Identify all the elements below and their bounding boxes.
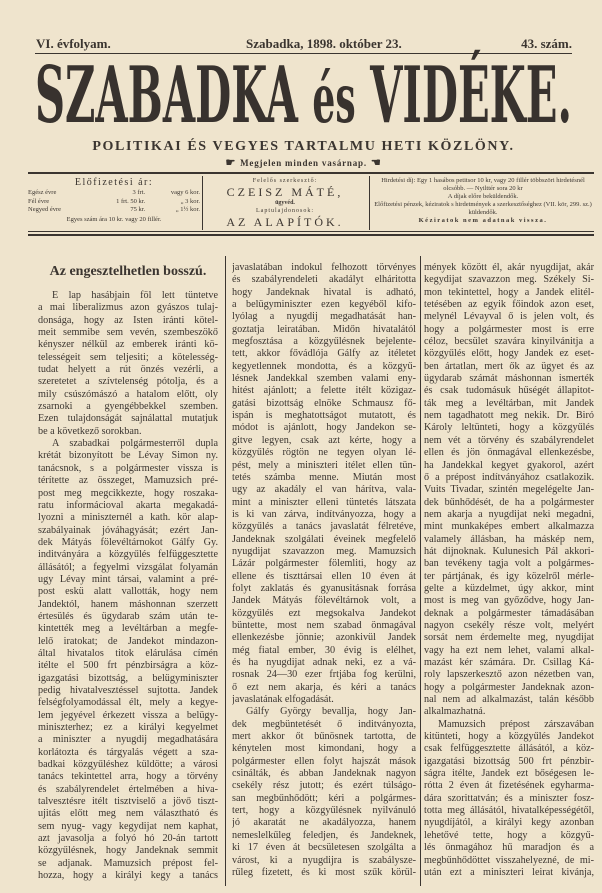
text-line: közgyűlés ezt megsokalva Jandekot <box>232 607 416 619</box>
text-line: hogy Jandeknak hivatal is adható, <box>232 286 416 298</box>
text-line: céloz, becsület szavára kinyilvánitja a <box>424 336 594 348</box>
text-line: sorsát nem érdemelte meg, nyugdijat <box>424 632 594 644</box>
text-line: kegydijat szavazzon meg. Székely Si- <box>424 274 594 286</box>
text-line: által hivatalos titok elárulása címén <box>38 647 218 659</box>
text-line: se adjanak. Mamuzsich prépost fel- <box>38 857 218 869</box>
text-line: rűleg fizetett, és ki most szűk körül- <box>232 866 416 878</box>
text-line: csinálták, és abban Jandeknak nagyon <box>232 768 416 780</box>
editor-label: Felelős szerkesztő: <box>252 178 318 184</box>
text-line: ügydarab számát máshonnan ismerték <box>424 373 594 385</box>
text-line: szeretetet a szívtelenség pótolja, és a <box>38 376 218 388</box>
pointing-hand-left-icon: ☚ <box>370 157 382 169</box>
text-line: nagyon csekély része volt, melyért <box>424 619 594 631</box>
text-line: felségfolyamodással élt, mely a kegye- <box>38 697 218 709</box>
owners-label: Laptulajdonosok: <box>256 208 314 214</box>
text-line: rosnak 24—30 ezer frtjába fog kerülni, <box>232 669 416 681</box>
period: Egész évre <box>28 189 57 196</box>
text-line: értesülés és ügydarab szám után te- <box>38 610 218 622</box>
text-line: be a következő sorokban. <box>38 425 142 437</box>
text-line: ugy Lévay mint társai, valamint a pré- <box>38 573 218 585</box>
text-line: térítette az összeget, Mamuzsich pré- <box>38 475 218 487</box>
text-line: a belügyminiszter ezen kegyéből kifo- <box>232 299 416 311</box>
table-row <box>28 189 200 198</box>
text-line: mily csúszómászó a hatalom előtt, oly <box>38 388 218 400</box>
column-rule <box>420 256 421 886</box>
text-line: inditványára a közgyűlés felfüggesztette <box>38 549 218 561</box>
text-line: post meg megcikkezte, hogy roszaka- <box>38 487 218 499</box>
text-line: ban tevékeny tagja volt a polgármes- <box>424 558 594 570</box>
text-line: hozza, hogy a királyi kegy a tanács <box>38 870 218 882</box>
text-line: san megbűnhődött; kéri a polgármes- <box>232 792 416 804</box>
text-line: goztatja leiratában. Midőn hivatalától <box>232 323 416 335</box>
ad-prepay: A díjak előre beküldendők. <box>447 193 519 200</box>
text-line: gatási bizottság elnöke Schmausz fő- <box>232 397 416 409</box>
text-line: krétát bizonyított be Lévay Simon ny. <box>38 450 218 462</box>
text-line: mint munkaképes embert alkalmazza <box>424 521 594 533</box>
text-line: zsarnoki a gyengébbekkel szemben. <box>38 401 218 413</box>
text-line: tert, hogy a közgyűlésnek nyilvánuló <box>232 805 416 817</box>
text-line: ságra itélte, Jandek ezt bőségesen le- <box>424 768 594 780</box>
text-line: dek bűnhődését, de ha a polgármester <box>424 496 594 508</box>
text-line: mert akkor őt bűnösnek tartotta, de <box>232 731 416 743</box>
text-line: meit semmibe sem vevén, szembeszökő <box>38 327 218 339</box>
text-line: ellene és tiszttársai ellen 10 éven át <box>232 570 416 582</box>
column-rule <box>225 256 226 886</box>
text-line: a miniszter a nyugdij megadhatására <box>38 734 218 746</box>
ad-rates: Hirdetési díj: Egy 1 hasábos petitsor 10 kr, vagy 20 fillér többszöri hirdetésnél olcsóbb. — Nyilttér sora 20 kr <box>381 177 585 192</box>
text-line: Jandeknak szolgálati éveinek megfelelő <box>232 533 416 545</box>
text-line: nem akarja a nyugdijat neki megadni, <box>424 508 594 520</box>
text-line: megbűnhődöttet visszahelyezné, de mi- <box>424 854 594 866</box>
text-line: még fiatal ember, 30 évig is elélhet, <box>232 644 416 656</box>
text-line: megfosztása a közgyűlésnek bejelente- <box>232 336 416 348</box>
text-line: dára szorittatván; és a miniszter fosz- <box>424 792 594 804</box>
subscription-table <box>28 189 200 215</box>
text-line: várost, ki a nyugdijra is szabálysze- <box>232 854 416 866</box>
subtitle: POLITIKAI ÉS VEGYES TARTALMU HETI KÖZLÖNY. <box>92 139 515 154</box>
text-line: mények között él, akár nyugdijat, akár <box>424 262 594 273</box>
text-line: tetés számba menne. Miután most <box>232 471 416 483</box>
text-line: hogy a polgármester Jandeknak azon- <box>424 681 594 693</box>
text-line: Károly leltünteti, hogy a közgyűlés <box>424 422 594 434</box>
masthead <box>35 50 572 142</box>
text-line: ták meg a levéltárban, mit Jandek <box>424 397 594 409</box>
table-row <box>28 198 200 207</box>
text-line: lelő iratokat; de Jandekot mindazon- <box>38 635 218 647</box>
period: Negyed évre <box>28 206 62 213</box>
text-line: roly lapszerkesztő azon nézetben van, <box>424 669 594 681</box>
text-line: ujitás előtt meg nem választható és <box>38 808 218 820</box>
text-line: kintették meg a levéltárban a megfe- <box>38 623 218 635</box>
period: Fél évre <box>28 197 50 205</box>
text-line: Jandektól, hanem máshonnan szerzett <box>38 598 218 610</box>
owners: AZ ALAPÍTÓK. <box>226 215 344 229</box>
text-line: ha Jandekkal kegyet gyakorol, azért <box>424 459 594 471</box>
text-line: ugy az akadály el van hárítva, vala- <box>232 484 416 496</box>
table-row <box>28 206 200 215</box>
text-line: hitést ajánlott; a felette itélt közigaz- <box>232 385 416 397</box>
single-copy-price: Egyes szám ára 10 kr. vagy 20 fillér. <box>66 215 162 223</box>
divider <box>369 176 370 230</box>
text-line: csak felfüggesztette állásától, a köz- <box>424 743 594 755</box>
text-line: sem nyug- vagy kegydijat nem kaphat, <box>38 820 218 832</box>
issue-number: 43. szám. <box>521 36 572 51</box>
text-line: E lap hasábjain föl lett tüntetve <box>52 290 218 301</box>
text-line: állásától; a fegyelmi vizsgálat folyamán <box>38 561 218 573</box>
tagline-text: Megjelen minden vasárnap. <box>240 158 367 168</box>
text-line: A szabadkai polgármesterről dupla <box>52 438 218 450</box>
text-line: donsága, hogy az Isten iránti kötel- <box>38 314 218 326</box>
tagline <box>35 157 572 169</box>
price: 75 kr. <box>130 206 146 213</box>
text-line: mon tekintettel, hogy a Jandek elitél- <box>424 286 594 298</box>
article-column-1 <box>38 290 218 883</box>
text-line: Vuits Tivadar, szintén megelégelte Jan- <box>424 484 594 496</box>
text-line: nem tagadhatott meg nekik. Dr. Biró <box>424 410 594 422</box>
text-line: is ki van zárva, indítványozza, hogy a <box>232 508 416 520</box>
text-line: gitve legyen, csak azt kérte, hogy a <box>232 434 416 446</box>
text-line: gelte a küzdelmet, úgy akkor, mint <box>424 582 594 594</box>
text-line: közgyűlés rögtön ne tegyen olyan lé- <box>232 447 416 459</box>
text-line: ellenkezésbe jönnie; azonkivül Jandek <box>232 632 416 644</box>
text-line: kénytelen most kimondani, hogy a <box>232 743 416 755</box>
article-column-2 <box>232 262 416 879</box>
text-line: talvesztésre itélt tisztviselő a jövő tiszt- <box>38 796 218 808</box>
text-line: vagy ha ezt nem lehet, valami alkal- <box>424 644 594 656</box>
pointing-hand-right-icon: ☛ <box>225 157 237 169</box>
text-line: közgyűlésnek, hogy Jandeknak semmit <box>38 845 218 857</box>
text-line: lésnek Jandekkal szemben valami eny- <box>232 373 416 385</box>
text-line: telességeit sem teljesiti; a kötelesség- <box>38 351 218 363</box>
text-line: dek megbüntetését ő inditványozta, <box>232 718 416 730</box>
editor-title: ügyvéd. <box>275 200 295 206</box>
dateline: Szabadka, 1898. október 23. <box>246 36 402 51</box>
text-line: dek Mátyás fölevéltárnokot Gálfy Gy. <box>38 536 218 548</box>
text-line: pést, mely a miniszteri itélet ellen tün- <box>232 459 416 471</box>
text-line: közgyűlés a tanács javaslatát félretéve, <box>232 521 416 533</box>
text-line: mint a miniszter elleni tüntetés látszata <box>232 496 416 508</box>
text-line: nal nem ad alkalmazást, talán később <box>424 694 594 706</box>
volume-label: VI. évfolyam. <box>36 36 111 51</box>
text-line: mazást kér számára. Dr. Csillag Ká- <box>424 657 594 668</box>
text-line: most is meg van győződve, hogy Jan- <box>424 595 594 607</box>
price: 1 frt. 50 kr. <box>116 197 146 205</box>
alt-price: „ 3 kor. <box>180 197 200 205</box>
text-line: tudat helyett a rút önzés vezérli, a <box>38 364 218 376</box>
divider <box>28 172 594 174</box>
text-line: büntette, most nem szabad önmagával <box>232 619 416 631</box>
text-line: hogy a polgármester most is erre <box>424 323 594 335</box>
text-line: ratu informácioval akarta megakadá- <box>38 499 218 511</box>
ad-address: Előfizetési pénzek, kéziratok s hirdetmények a szerkesztőséghez (VII. kör, 299. sz.) küldendők. <box>374 201 592 216</box>
text-line: badkai közgyűléshez küldötte; a városi <box>38 759 218 771</box>
text-line: ő ezt nem akarja, és kéri a tanács <box>232 681 416 693</box>
text-line: tanács tekintettel arra, hogy a törvény <box>38 771 218 783</box>
text-line: és szabályrendeleti akadályt elháritotta <box>232 274 416 286</box>
text-line: után ezt a miniszteri leirat kivánja, <box>424 866 594 878</box>
text-line: kényszer nélkül az emberek iránti kö- <box>38 339 218 351</box>
text-line: ő a prépost indítványához csatlakozik. <box>424 471 594 483</box>
text-line: és szabályrendelet értelmében a hiva- <box>38 783 218 795</box>
text-line: igazgatási bizottság 500 frt pénzbir- <box>424 755 594 767</box>
divider <box>28 231 594 232</box>
text-line: deknak a polgármester támadásában <box>424 607 594 619</box>
text-line: pedig hivatalvesztéssel sujtotta. Jandek <box>38 685 218 696</box>
text-line: ben ártatlan, mert ők az ügyet és az <box>424 360 594 372</box>
text-line: jó akaratát ne akadályozza, hanem <box>232 817 416 829</box>
masthead-title: SZABADKA és VIDÉKE. <box>35 50 572 142</box>
text-line: csekély rész jutott; és ezért túlságo- <box>232 780 416 792</box>
text-line: tett, akkor fővádlója Gálfy az itéletet <box>232 348 416 360</box>
text-line: korlátozta és tárgyalás végett a sza- <box>38 746 218 758</box>
text-line: és csak tudomásuk hűségét állapitot- <box>424 385 594 397</box>
text-line: polgármester ellen folyt hajszát mások <box>232 755 416 767</box>
price: 3 frt. <box>132 189 146 196</box>
text-line: Lázár polgármester fölemliti, hogy az <box>232 558 416 570</box>
text-line: ter pártjának, és igy közelről mérle- <box>424 570 594 582</box>
text-line: ki 17 éven át becsületesen szolgálta a <box>232 842 416 854</box>
text-line: a mai liberalizmus azon gyászos tulaj- <box>38 302 218 314</box>
text-line: miniszterhez; ez a királyi kegyelmet <box>38 722 218 734</box>
divider <box>28 234 594 236</box>
text-line: rótta 2 éven át fizetésének egyharma- <box>424 780 594 792</box>
text-line: folyt zaklatás és gyanusitásnak forrása <box>232 582 416 594</box>
text-line: Jandek Mátyás fölevéltárnok volt, a <box>232 595 416 607</box>
text-line: tanácsnok, s a polgármester vissza is <box>38 462 218 474</box>
text-line: itélte el 500 frt pénzbirságra a köz- <box>38 660 218 672</box>
text-line: közgyűlés előtt, hogy Jandek ez eset- <box>424 348 594 360</box>
text-line: totta meg állásától, hivatalképességétől, <box>424 805 594 817</box>
divider <box>202 176 203 230</box>
text-line: Ezen tulajdonságát sajnálattal mutatjuk <box>38 413 218 425</box>
text-line: nyugdijat szavazzon meg. Mamuzsich <box>232 545 416 557</box>
article-title: Az engesztelhetlen bosszú. <box>49 264 207 279</box>
subscription-heading: Előfizetési ár: <box>74 177 154 188</box>
text-line: javaslatában indokul felhozott törvényes <box>232 262 416 273</box>
text-line: és ha nyugdijat adnak neki, ez a vá- <box>232 657 416 668</box>
editor-box <box>205 177 365 229</box>
text-line: nyugdíjától, a királyi kegy azonban <box>424 817 594 829</box>
text-line: lés önmagához hű maradjon és a <box>424 842 594 854</box>
article-column-3 <box>424 262 594 879</box>
ad-manuscripts: Kéziratok nem adatnak vissza. <box>418 217 548 224</box>
text-line: szabályainak jóváhagyását; ezért Jan- <box>38 524 218 536</box>
text-line: post eskü alatt vallották, hogy nem <box>38 586 218 598</box>
text-line: kitünteti, hogy a közgyűlés Jandekot <box>424 731 594 743</box>
text-line: Mamuzsich prépost zárszavában <box>438 718 594 730</box>
editor-name: CZEISZ MÁTÉ, <box>226 185 344 199</box>
text-line: kegyetlennek mondotta, és a közgyű- <box>232 360 416 372</box>
text-line: igazgatási bizottság, a belügyminiszter <box>38 672 218 684</box>
text-line: lyozni a miniszternél a kath. kör alap- <box>38 512 218 524</box>
ads-box <box>372 177 594 229</box>
text-line: melynél Lévayval ő is jelen volt, és <box>424 311 594 323</box>
alt-price: „ 1½ kor. <box>175 206 200 213</box>
text-line: ellen és jön önmagával ellenkezésbe, <box>424 447 594 459</box>
text-line: azt javasolja a folyó hó 20-án tartott <box>38 833 218 845</box>
text-line: lyólag a nyugdij megadhatását han- <box>232 311 416 323</box>
text-line: nem vét a törvény és szabályrendelet <box>424 434 594 446</box>
text-line: ispán is meghatottságot mutatott, és <box>232 410 416 422</box>
subscription-box <box>28 177 200 229</box>
text-line: módot is ajánlott, hogy Jandekon se- <box>232 422 416 434</box>
text-line: hát dijnoknak. Kulunesich Pál akkori- <box>424 545 594 557</box>
alt-price: vagy 6 kor. <box>170 189 200 196</box>
text-line: Gálfy György bevallja, hogy Jan- <box>246 706 416 718</box>
text-line: tetésében az egyik főindok azon eset, <box>424 299 594 311</box>
text-line: lehetővé tette, hogy a közgyű- <box>424 829 594 841</box>
text-line: lem jegyével érkezett vissza a belügy- <box>38 709 218 721</box>
text-line: javaslatának elfogadását. <box>232 694 334 706</box>
text-line: nemeslelkűleg feledjen, és Jandeknek, <box>232 829 416 841</box>
text-line: valamely állásban, ha máskép nem, <box>424 533 594 545</box>
text-line: alkalmazhatná. <box>424 706 486 718</box>
